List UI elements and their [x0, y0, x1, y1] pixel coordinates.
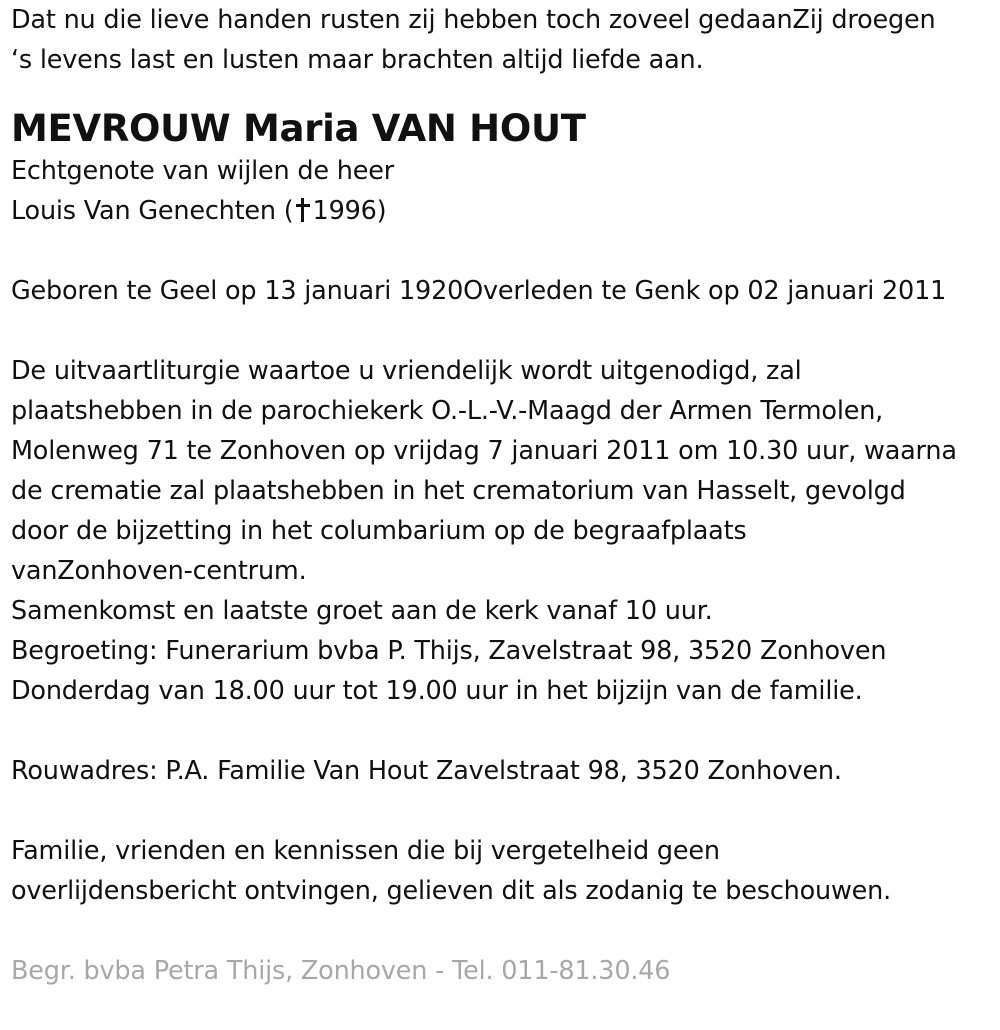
ceremony-details	[11, 351, 991, 711]
spouse-line-2	[11, 191, 991, 231]
spouse-death-year: 1996)	[312, 196, 387, 226]
ceremony-line: De uitvaartliturgie waartoe u vriendelijk wordt uitgenodigd, zal	[11, 356, 802, 386]
mourning-address: Rouwadres: P.A. Familie Van Hout Zavelstraat 98, 3520 Zonhoven.	[11, 756, 842, 786]
family-notice	[11, 831, 991, 911]
spacer	[11, 80, 991, 107]
ceremony-line: door de bijzetting in het columbarium op de begraafplaats	[11, 516, 747, 546]
spacer	[11, 311, 991, 351]
poem-line-1: Dat nu die lieve handen rusten zij hebben toch zoveel gedaanZij droegen	[11, 5, 936, 35]
spouse-info	[11, 151, 991, 231]
poem	[11, 0, 991, 80]
spouse-line-1: Echtgenote van wijlen de heer	[11, 156, 394, 186]
cross-icon	[295, 198, 311, 222]
spouse-name: Louis Van Genechten (	[11, 196, 294, 226]
ceremony-line: Begroeting: Funerarium bvba P. Thijs, Zavelstraat 98, 3520 Zonhoven	[11, 636, 887, 666]
notice-line-1: Familie, vrienden en kennissen die bij vergetelheid geen	[11, 836, 720, 866]
obituary-document	[11, 0, 991, 991]
ceremony-line: Donderdag van 18.00 uur tot 19.00 uur in het bijzijn van de familie.	[11, 676, 863, 706]
ceremony-line: vanZonhoven-centrum.	[11, 556, 307, 586]
ceremony-line: Samenkomst en laatste groet aan de kerk vanaf 10 uur.	[11, 596, 713, 626]
spacer	[11, 791, 991, 831]
spacer	[11, 911, 991, 951]
ceremony-line: plaatshebben in de parochiekerk O.-L.-V.-Maagd der Armen Termolen,	[11, 396, 884, 426]
spacer	[11, 711, 991, 751]
ceremony-line: de crematie zal plaatshebben in het crematorium van Hasselt, gevolgd	[11, 476, 906, 506]
ceremony-line: Molenweg 71 te Zonhoven op vrijdag 7 januari 2011 om 10.30 uur, waarna	[11, 436, 957, 466]
notice-line-2: overlijdensbericht ontvingen, gelieven dit als zodanig te beschouwen.	[11, 876, 892, 906]
spacer	[11, 231, 991, 271]
poem-line-2: ‘s levens last en lusten maar brachten altijd liefde aan.	[11, 45, 704, 75]
funeral-home-footer: Begr. bvba Petra Thijs, Zonhoven - Tel. 011-81.30.46	[11, 956, 671, 986]
birth-death-dates: Geboren te Geel op 13 januari 1920Overleden te Genk op 02 januari 2011	[11, 276, 947, 306]
deceased-name: MEVROUW Maria VAN HOUT	[11, 107, 586, 150]
